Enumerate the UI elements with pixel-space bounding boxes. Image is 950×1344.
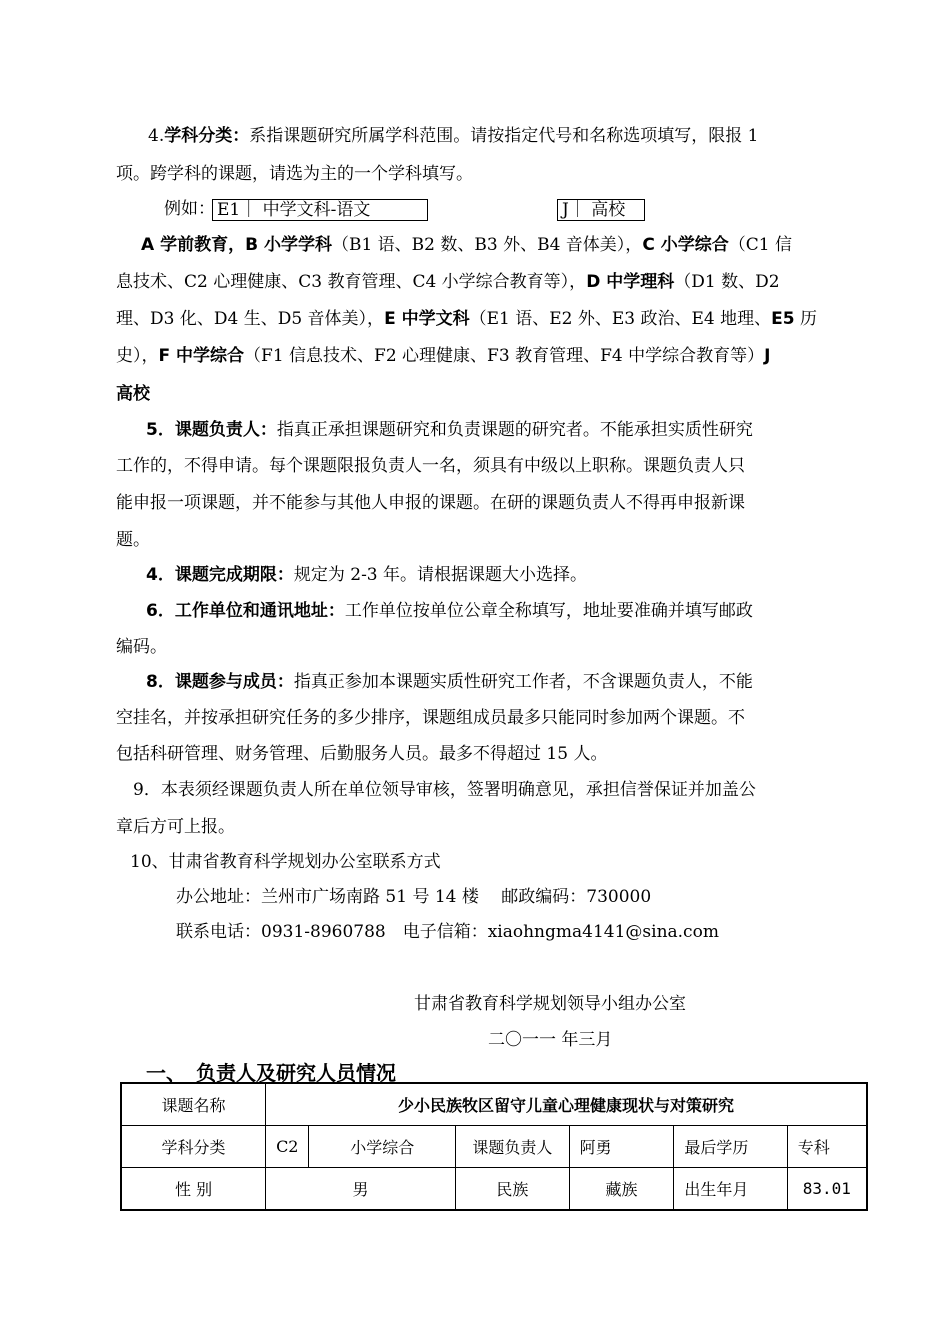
cat-e-end: 史），: [116, 346, 159, 366]
example-label: 例如：: [164, 199, 215, 219]
leader-name: 阿勇: [569, 1126, 674, 1168]
item5-line4: 题。: [116, 530, 150, 550]
categories-line4: [116, 346, 836, 366]
categories-line3: [116, 309, 836, 329]
item4-text: 系指课题研究所属学科范围。请按指定代号和名称选项填写，限报 1: [249, 126, 759, 146]
birth-value: 83.01: [787, 1168, 867, 1211]
item8-line2: 空挂名，并按承担研究任务的多少排序，课题组成员最多只能同时参加两个课题。不: [116, 708, 745, 728]
categories-line2: [116, 272, 836, 292]
office-contact: 联系电话：0931-8960788 电子信箱：xiaohngma4141@sina.com: [176, 922, 719, 942]
cat-c-detail: 息技术、C2 心理健康、C3 教育管理、C4 小学综合教育等），: [116, 272, 587, 292]
item4-number: 4.: [148, 126, 165, 146]
signature-org: 甘肃省教育科学规划领导小组办公室: [414, 994, 686, 1014]
example-box2-text: 高校: [591, 200, 626, 220]
item-period-line: [146, 565, 866, 585]
cat-d-detail: 理、D3 化、D4 生、D5 音体美），: [116, 309, 385, 329]
leader-label: 课题负责人: [455, 1126, 569, 1168]
item6-line1: [146, 601, 866, 621]
degree-label: 最后学历: [674, 1126, 787, 1168]
item10-title: 10、甘肃省教育科学规划办公室联系方式: [130, 852, 441, 872]
categories-line5: 高校: [116, 384, 150, 404]
cat-e-detail: （E1 语、E2 外、E3 政治、E4 地理、: [469, 309, 772, 329]
item5-heading: 5．课题负责人：: [146, 420, 277, 440]
cat-e5-detail: 历: [794, 309, 817, 329]
cat-e: E 中学文科: [384, 309, 470, 329]
item9-line1: 9．本表须经课题负责人所在单位领导审核，签署明确意见，承担信誉保证并加盖公: [133, 780, 756, 800]
cat-d: D 中学理科: [586, 272, 675, 292]
example-row: [164, 199, 884, 221]
item5-line1: [146, 420, 866, 440]
cat-e5: E5: [771, 309, 795, 329]
cat-f-detail: （F1 信息技术、F2 心理健康、F3 教育管理、F4 中学综合教育等）: [244, 346, 765, 366]
cat-c: C 小学综合: [642, 235, 729, 255]
subject-label: 学科分类: [121, 1126, 266, 1168]
topic-value: 少小民族牧区留守儿童心理健康现状与对策研究: [266, 1083, 867, 1126]
cat-b-detail: （B1 语、B2 数、B3 外、B4 音体美），: [331, 235, 643, 255]
item4-line2: 项。跨学科的课题，请选为主的一个学科填写。: [116, 164, 473, 184]
example-box-middle-school-chinese: [212, 199, 428, 221]
item6-line2: 编码。: [116, 637, 167, 657]
item5-line3: 能申报一项课题，并不能参与其他人申报的课题。在研的课题负责人不得再申报新课: [116, 493, 745, 513]
section-title: 一、 负责人及研究人员情况: [146, 1061, 396, 1085]
birth-label: 出生年月: [674, 1168, 787, 1211]
gender-label: 性 别: [121, 1168, 266, 1211]
item5-line2: 工作的，不得申请。每个课题限报负责人一名，须具有中级以上职称。课题负责人只: [116, 456, 745, 476]
item9-line2: 章后方可上报。: [116, 817, 235, 837]
degree-value: 专科: [787, 1126, 867, 1168]
ethnic-value: 藏族: [569, 1168, 674, 1211]
item-period-text: 规定为 2-3 年。请根据课题大小选择。: [293, 565, 588, 585]
topic-label: 课题名称: [121, 1083, 266, 1126]
item8-heading: 8．课题参与成员：: [146, 672, 294, 692]
cat-j: J: [764, 346, 771, 366]
cat-c-detail-start: （C1 信: [728, 235, 792, 255]
example-box1-code: E1｜: [217, 200, 258, 220]
cat-f: F 中学综合: [158, 346, 245, 366]
example-box2-code: J｜: [562, 200, 586, 220]
table-row: [121, 1083, 867, 1126]
item8-text: 指真正参加本课题实质性研究工作者，不含课题负责人，不能: [293, 672, 753, 692]
signature-date: 二〇一一 年三月: [488, 1030, 613, 1050]
researcher-info-table: [120, 1082, 868, 1211]
subject-name: 小学综合: [309, 1126, 456, 1168]
item4-line1: [148, 126, 868, 146]
item8-line3: 包括科研管理、财务管理、后勤服务人员。最多不得超过 15 人。: [116, 744, 608, 764]
ethnic-label: 民族: [455, 1168, 569, 1211]
cat-d-detail-start: （D1 数、D2: [674, 272, 780, 292]
item6-heading: 6．工作单位和通讯地址：: [146, 601, 345, 621]
example-box-university: [557, 199, 645, 221]
subject-code: C2: [266, 1126, 309, 1168]
table-row: [121, 1168, 867, 1211]
categories-line1: [141, 235, 861, 255]
cat-a-b: A 学前教育，B 小学学科: [141, 235, 332, 255]
item8-line1: [146, 672, 866, 692]
item-period-heading: 4．课题完成期限：: [146, 565, 294, 585]
example-box1-text: 中学文科-语文: [262, 200, 371, 220]
item6-text: 工作单位按单位公章全称填写，地址要准确并填写邮政: [344, 601, 753, 621]
item4-heading: 学科分类：: [164, 126, 250, 146]
item5-text: 指真正承担课题研究和负责课题的研究者。不能承担实质性研究: [276, 420, 753, 440]
table-row: [121, 1126, 867, 1168]
office-address: 办公地址：兰州市广场南路 51 号 14 楼 邮政编码：730000: [176, 887, 652, 907]
gender-value: 男: [266, 1168, 456, 1211]
